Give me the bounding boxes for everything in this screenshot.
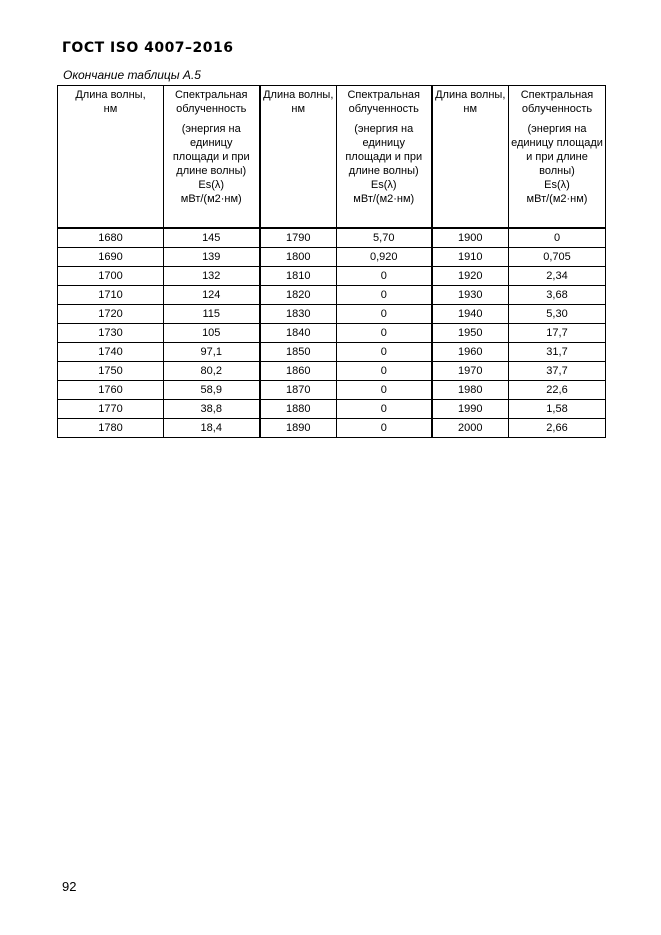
- header-line: Es(λ): [198, 179, 225, 191]
- cell-irradiance: 0: [337, 400, 432, 419]
- table-row: [58, 381, 606, 400]
- cell-wavelength: 1720: [58, 305, 164, 324]
- header-line: Длина волны,: [263, 89, 334, 101]
- header-line: Спектральная облученность: [174, 89, 248, 115]
- cell-irradiance: 3,68: [509, 286, 606, 305]
- cell-irradiance: 22,6: [509, 381, 606, 400]
- cell-irradiance: 0: [337, 305, 432, 324]
- table-row: [58, 286, 606, 305]
- header-line: (энергия на единицу площади и при длине волны): [511, 123, 603, 177]
- cell-wavelength: 1950: [432, 324, 509, 343]
- cell-wavelength: 1920: [432, 267, 509, 286]
- cell-irradiance: 2,66: [509, 419, 606, 438]
- cell-irradiance: 5,30: [509, 305, 606, 324]
- cell-wavelength: 1850: [260, 343, 337, 362]
- cell-wavelength: 1810: [260, 267, 337, 286]
- header-irradiance-2: [337, 86, 432, 229]
- cell-irradiance: 1,58: [509, 400, 606, 419]
- table-row: [58, 343, 606, 362]
- table-row: [58, 419, 606, 438]
- cell-wavelength: 1750: [58, 362, 164, 381]
- cell-irradiance: 2,34: [509, 267, 606, 286]
- cell-wavelength: 1910: [432, 248, 509, 267]
- header-wavelength-2: [260, 86, 337, 229]
- header-line: Спектральная облученность: [347, 89, 421, 115]
- cell-irradiance: 145: [164, 228, 260, 248]
- cell-irradiance: 18,4: [164, 419, 260, 438]
- cell-wavelength: 1970: [432, 362, 509, 381]
- cell-irradiance: 0: [337, 343, 432, 362]
- cell-wavelength: 1930: [432, 286, 509, 305]
- page-number: 92: [62, 879, 77, 894]
- cell-irradiance: 0: [509, 228, 606, 248]
- header-wavelength-1: [58, 86, 164, 229]
- header-line: Спектральная облученность: [520, 89, 594, 115]
- table-caption: Окончание таблицы А.5: [63, 68, 201, 82]
- spectral-irradiance-table: [57, 85, 606, 438]
- cell-irradiance: 115: [164, 305, 260, 324]
- cell-wavelength: 1780: [58, 419, 164, 438]
- cell-irradiance: 97,1: [164, 343, 260, 362]
- cell-irradiance: 37,7: [509, 362, 606, 381]
- cell-irradiance: 17,7: [509, 324, 606, 343]
- header-line: Длина волны,: [435, 89, 506, 101]
- cell-wavelength: 1890: [260, 419, 337, 438]
- cell-wavelength: 1770: [58, 400, 164, 419]
- cell-wavelength: 1680: [58, 228, 164, 248]
- header-line: (энергия на единицу площади и при длине волны): [345, 123, 423, 177]
- header-irradiance-1: [164, 86, 260, 229]
- document-title: ГОСТ ISO 4007–2016: [62, 40, 234, 56]
- cell-irradiance: 0: [337, 324, 432, 343]
- cell-wavelength: 1840: [260, 324, 337, 343]
- cell-wavelength: 1860: [260, 362, 337, 381]
- cell-wavelength: 1730: [58, 324, 164, 343]
- table-row: [58, 267, 606, 286]
- cell-irradiance: 132: [164, 267, 260, 286]
- table-row: [58, 324, 606, 343]
- cell-irradiance: 58,9: [164, 381, 260, 400]
- cell-wavelength: 1870: [260, 381, 337, 400]
- cell-wavelength: 1790: [260, 228, 337, 248]
- header-line: (энергия на единицу площади и при длине волны): [172, 123, 250, 177]
- header-line: мВт/(м2·нм): [526, 193, 588, 205]
- table-header-row: [58, 86, 606, 229]
- cell-wavelength: 1990: [432, 400, 509, 419]
- cell-wavelength: 1690: [58, 248, 164, 267]
- header-line: Es(λ): [544, 179, 570, 191]
- table-row: [58, 400, 606, 419]
- cell-wavelength: 1820: [260, 286, 337, 305]
- table-row: [58, 362, 606, 381]
- cell-irradiance: 80,2: [164, 362, 260, 381]
- cell-irradiance: 0: [337, 381, 432, 400]
- header-line: нм: [103, 103, 118, 115]
- cell-irradiance: 0: [337, 286, 432, 305]
- cell-wavelength: 1710: [58, 286, 164, 305]
- cell-wavelength: 1760: [58, 381, 164, 400]
- cell-wavelength: 1830: [260, 305, 337, 324]
- cell-irradiance: 0,705: [509, 248, 606, 267]
- cell-irradiance: 38,8: [164, 400, 260, 419]
- table-row: [58, 248, 606, 267]
- table-row: [58, 305, 606, 324]
- cell-irradiance: 0: [337, 362, 432, 381]
- table-row: [58, 228, 606, 248]
- cell-wavelength: 1700: [58, 267, 164, 286]
- header-line: мВт/(м2·нм): [180, 193, 242, 205]
- header-line: Длина волны,: [75, 89, 146, 101]
- cell-irradiance: 31,7: [509, 343, 606, 362]
- cell-irradiance: 5,70: [337, 228, 432, 248]
- cell-wavelength: 1940: [432, 305, 509, 324]
- cell-wavelength: 1900: [432, 228, 509, 248]
- cell-wavelength: 1740: [58, 343, 164, 362]
- cell-irradiance: 0,920: [337, 248, 432, 267]
- cell-irradiance: 0: [337, 419, 432, 438]
- cell-wavelength: 1800: [260, 248, 337, 267]
- header-line: мВт/(м2·нм): [353, 193, 415, 205]
- cell-irradiance: 124: [164, 286, 260, 305]
- header-line: нм: [291, 103, 306, 115]
- cell-wavelength: 1980: [432, 381, 509, 400]
- cell-wavelength: 2000: [432, 419, 509, 438]
- header-irradiance-3: [509, 86, 606, 229]
- cell-wavelength: 1960: [432, 343, 509, 362]
- cell-irradiance: 139: [164, 248, 260, 267]
- header-line: нм: [463, 103, 478, 115]
- header-wavelength-3: [432, 86, 509, 229]
- cell-irradiance: 0: [337, 267, 432, 286]
- cell-wavelength: 1880: [260, 400, 337, 419]
- header-line: Es(λ): [370, 179, 397, 191]
- cell-irradiance: 105: [164, 324, 260, 343]
